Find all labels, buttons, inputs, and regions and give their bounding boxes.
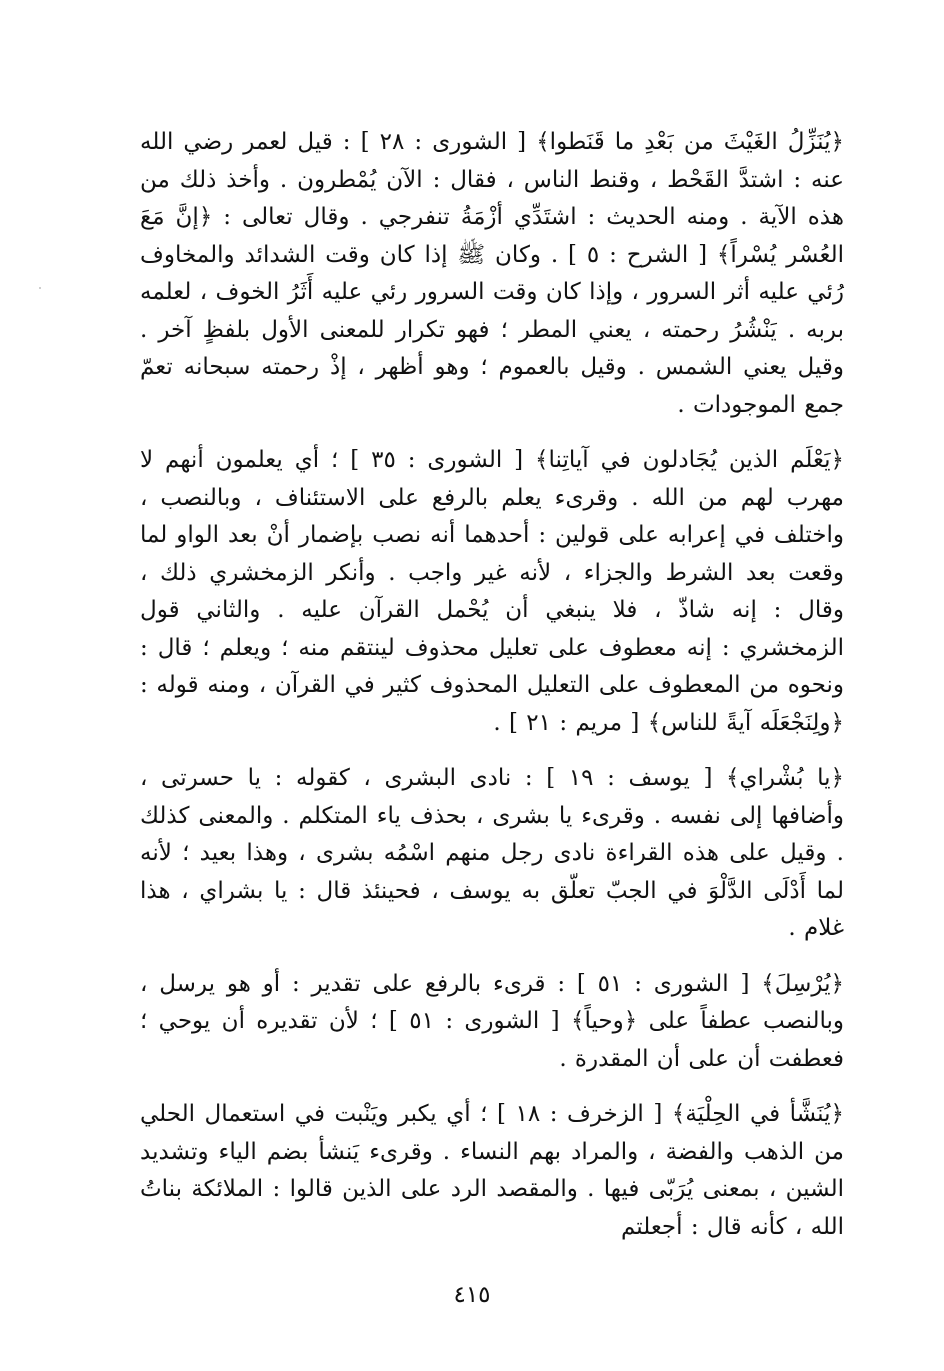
paragraph-2: ﴿يَعْلَم الذين يُجَادلون في آياتِنا﴾ [ الشورى : ٣٥ ] ؛ أي يعلمون أنهم لا مهرب لهم من الله . وقرىء يعلم بالرفع على الاستئناف ، وبالنصب ، واختلف في إعرابه على قولين : أحدهما أنه نصب بإضمار أنْ بعد الواو لما وقعت بعد الشرط والجزاء ، لأنه غير واجب . وأنكر الزمخشري ذلك ، وقال : إنه شاذّ ، فلا ينبغي أن يُحْمل القرآن عليه . والثاني قول الزمخشري : إنه معطوف على تعليل محذوف لينتقم منه ؛ ويعلم ؛ قال : ونحوه من المعطوف على التعليل المحذوف كثير في القرآن ، ومنه قوله : ﴿ولِنَجْعَلَه آيةً للناس﴾ [ مريم : ٢١ ] . <box>140 447 844 736</box>
page-body <box>140 124 844 1264</box>
page-number: ٤١٥ <box>453 1282 491 1308</box>
scan-speck <box>39 287 41 289</box>
paragraph-4: ﴿يُرْسِلَ﴾ [ الشورى : ٥١ ] : قرىء بالرفع على تقدير : أو هو يرسل ، وبالنصب عطفاً على ﴿وحياً﴾ [ الشورى : ٥١ ] ؛ لأن تقديره أن يوحي ؛ فعطفت أن على أن المقدرة . <box>140 970 844 1072</box>
paragraph-5: ﴿يُنَشَّأ في الحِلْيَة﴾ [ الزخرف : ١٨ ] ؛ أي يكبر ويَنْبت في استعمال الحلي من الذهب والفضة ، والمراد بهم النساء . وقرىء يَنشأ بضم الياء وتشديد الشين ، بمعنى يُرَبّى فيها . والمقصد الرد على الذين قالوا : الملائكة بناتُ الله ، كأنه قال : أجعلتم <box>140 1101 844 1240</box>
paragraph-3: ﴿يا بُشْراي﴾ [ يوسف : ١٩ ] : نادى البشرى ، كقوله : يا حسرتى ، وأضافها إلى نفسه . وقرىء يا بشرى ، بحذف ياء المتكلم . والمعنى كذلك . وقيل على هذه القراءة نادى رجل منهم اسْمُه بشرى ، وهذا بعيد ؛ لأنه لما أَدْلَى الدَّلْوَ في الجبّ تعلّق به يوسف ، فحينئذ قال : يا بشراي ، هذا غلام . <box>140 765 844 941</box>
paragraph-1: ﴿يُنَزِّلُ الغَيْثَ من بَعْدِ ما قَنَطوا﴾ [ الشورى : ٢٨ ] : قيل لعمر رضي الله عنه : اشتدَّ القَحْط ، وقنط الناس ، فقال : الآن يُمْطرون . وأخذ ذلك من هذه الآية . ومنه الحديث : اشتَدِّي أزْمَةُ تنفرجي . وقال تعالى : ﴿إنَّ مَعَ العُسْر يُسْراً﴾ [ الشرح : ٥ ] . وكان ﷺ إذا كان وقت الشدائد والمخاوف رُئي عليه أثر السرور ، وإذا كان وقت السرور رئي عليه أَثَرُ الخوف ، لعلمه بربه . يَنْشُرُ رحمته ، يعني المطر ؛ فهو تكرار للمعنى الأول بلفظٍ آخر . وقيل يعني الشمس . وقيل بالعموم ؛ وهو أظهر ، إذْ رحمته سبحانه تعمّ جمع الموجودات . <box>140 129 844 418</box>
